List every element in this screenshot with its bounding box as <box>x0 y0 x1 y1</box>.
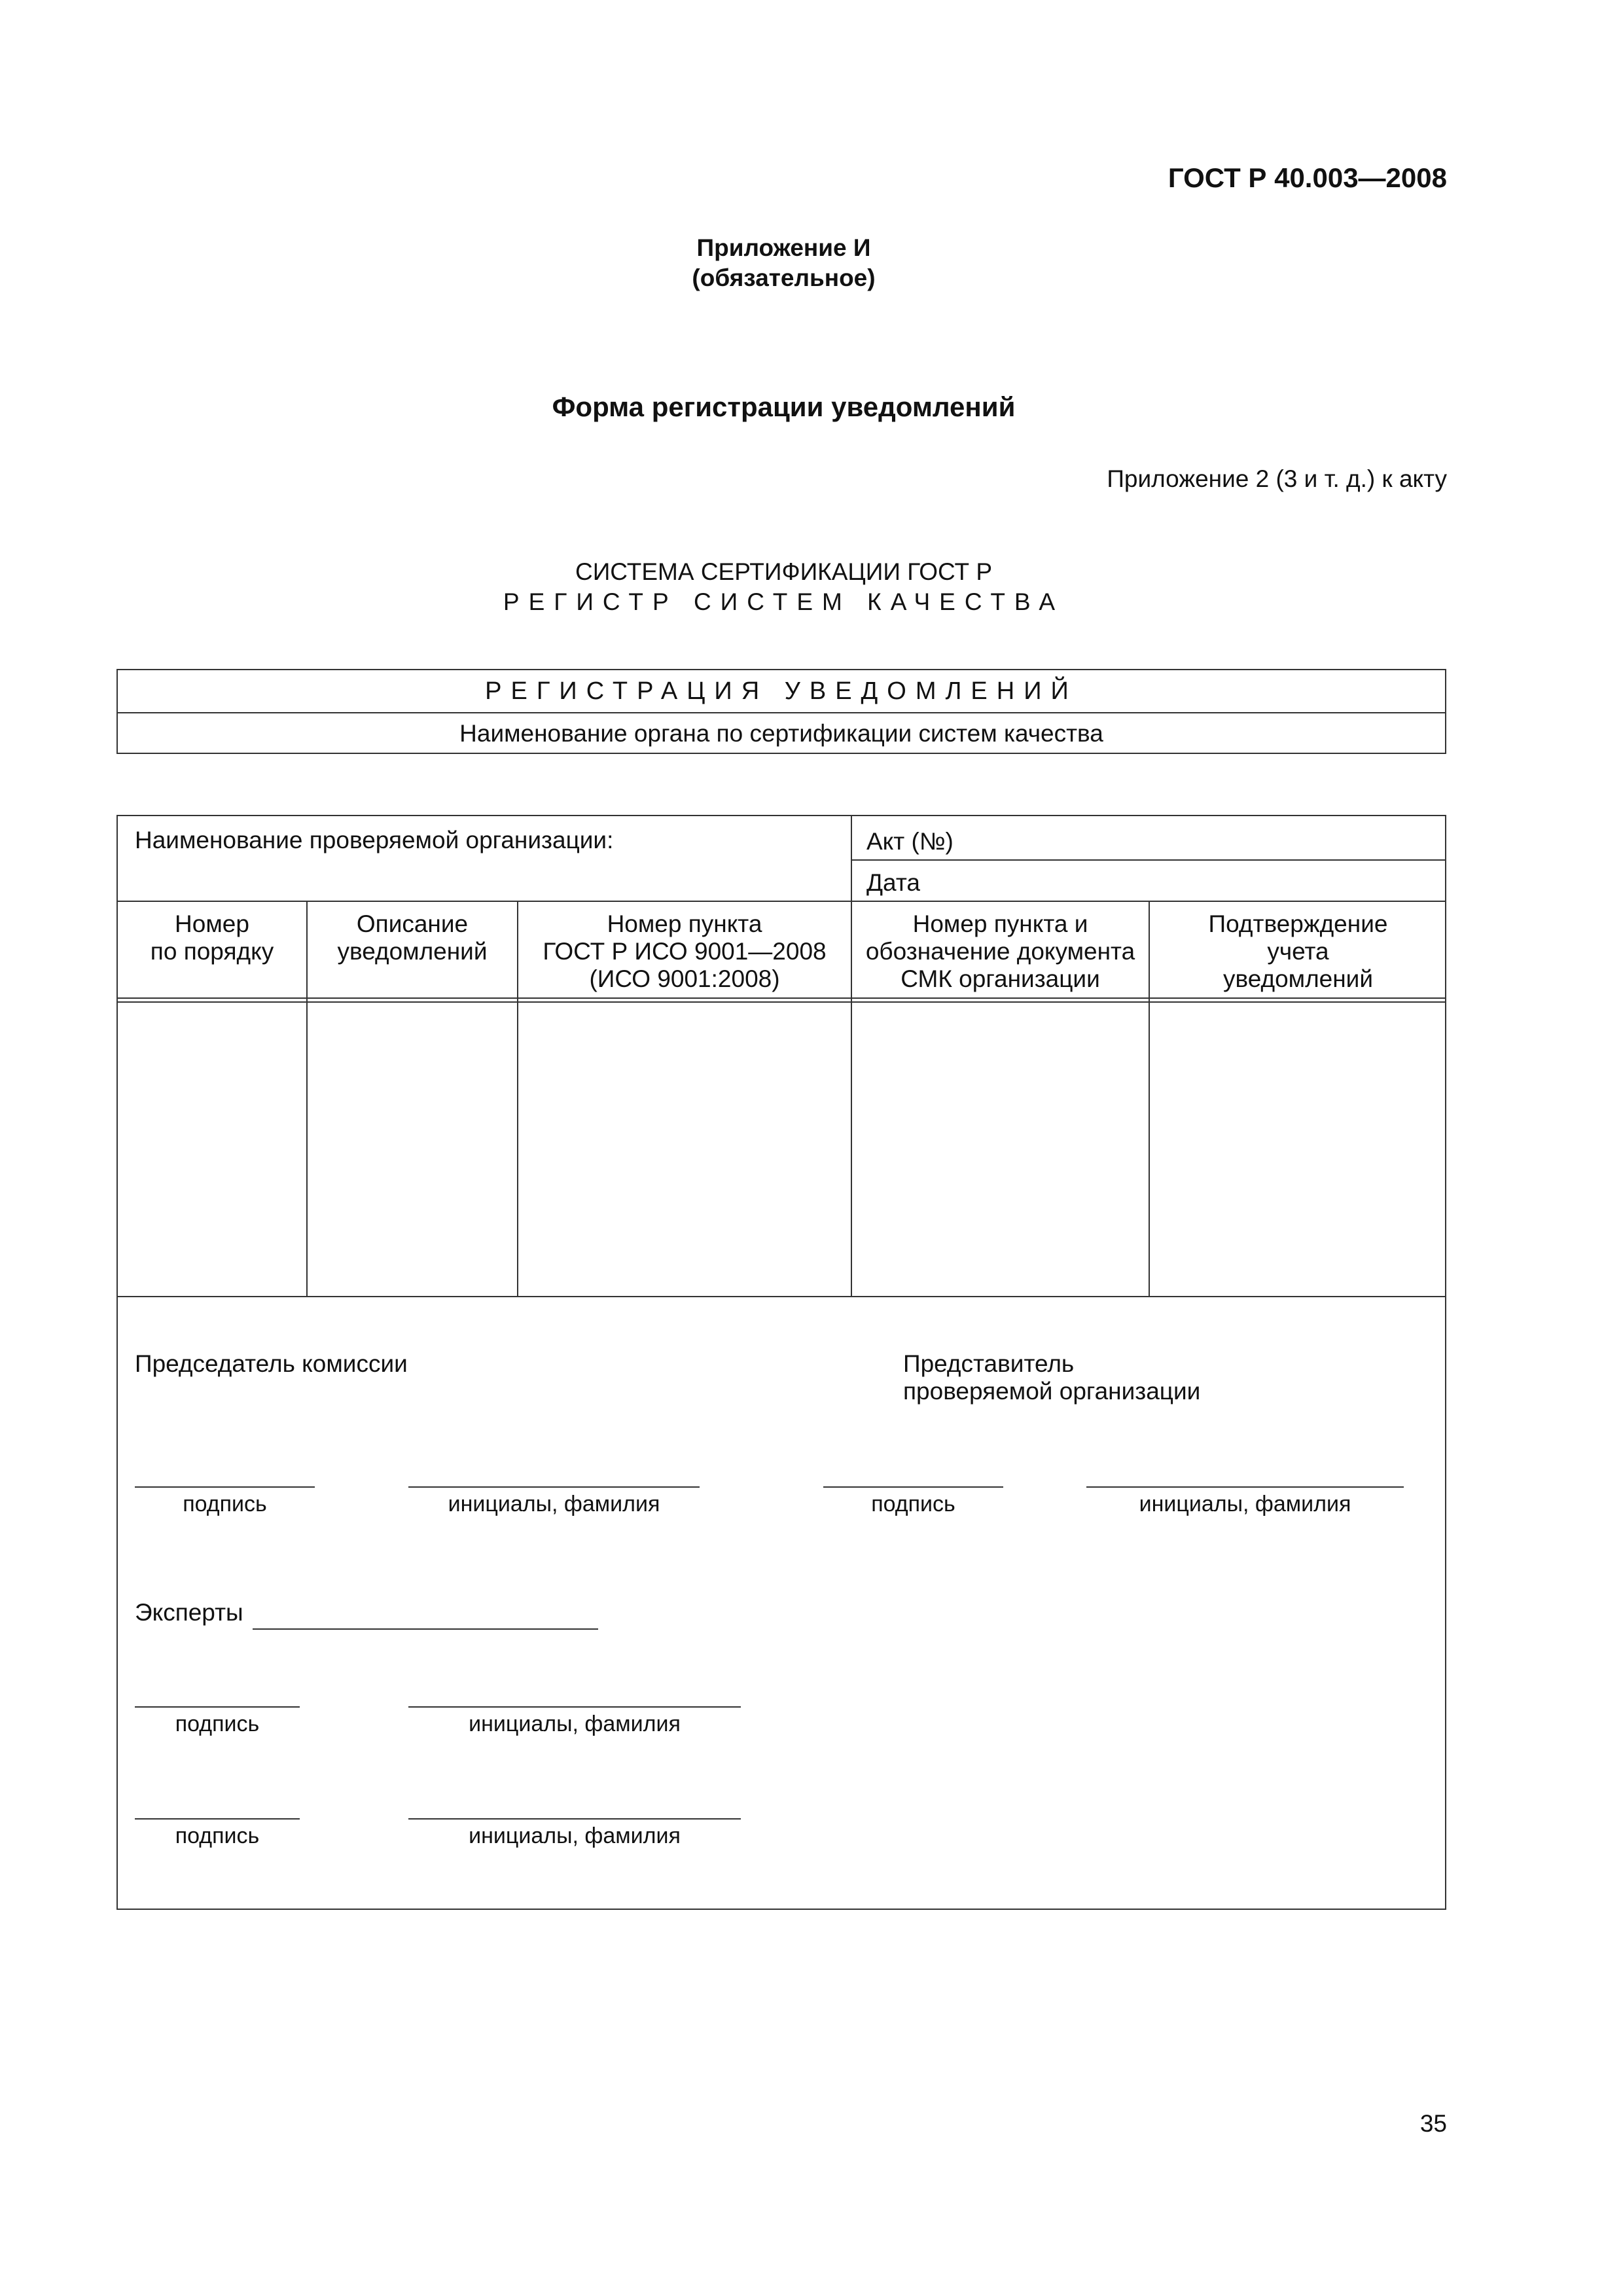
expert2-name-caption: инициалы, фамилия <box>469 1823 681 1848</box>
org-name-label: Наименование проверяемой организации: <box>135 827 614 853</box>
system-name: СИСТЕМА СЕРТИФИКАЦИИ ГОСТ Р <box>575 558 993 585</box>
representative-name-caption: инициалы, фамилия <box>1139 1492 1351 1516</box>
certification-body-name: Наименование органа по сертификации систем качества <box>459 720 1103 747</box>
org-act-divider <box>851 816 852 901</box>
appendix-heading <box>0 233 1567 293</box>
chairman-signature-line <box>135 1486 315 1488</box>
chairman-name-line <box>408 1486 700 1488</box>
standard-number: ГОСТ Р 40.003—2008 <box>1168 162 1447 193</box>
representative-signature-line <box>823 1486 1003 1488</box>
column-header-gost-clause: Номер пункта ГОСТ Р ИСО 9001—2008 (ИСО 9001:2008) <box>543 910 827 992</box>
chairman-name-caption: инициалы, фамилия <box>448 1492 660 1516</box>
annex-reference: Приложение 2 (3 и т. д.) к акту <box>1107 465 1447 492</box>
column-header-description: Описание уведомлений <box>337 910 488 965</box>
registration-box <box>116 669 1446 754</box>
header-bottom-rule-2 <box>118 1001 1446 1003</box>
experts-line <box>253 1628 598 1630</box>
header-bottom-rule <box>118 997 1446 999</box>
column-header-qms-document: Номер пункта и обозначение документа СМК организации <box>865 910 1135 992</box>
data-area-bottom-rule <box>118 1296 1446 1297</box>
act-date-divider <box>851 859 1446 861</box>
expert2-name-line <box>408 1818 741 1820</box>
system-block <box>0 557 1567 617</box>
date-label: Дата <box>866 869 920 896</box>
act-number-label: Акт (№) <box>866 828 954 855</box>
expert1-name-caption: инициалы, фамилия <box>469 1712 681 1736</box>
experts-label: Эксперты <box>135 1599 243 1626</box>
representative-signature-caption: подпись <box>871 1492 955 1516</box>
header-top-rule <box>118 901 1446 902</box>
column-header-confirmation: Подтверждение учета уведомлений <box>1208 910 1388 992</box>
form-title: Форма регистрации уведомлений <box>552 391 1016 422</box>
representative-label: Представитель проверяемой организации <box>903 1350 1201 1405</box>
expert2-signature-line <box>135 1818 300 1820</box>
notification-table <box>116 815 1446 1910</box>
register-name: РЕГИСТР СИСТЕМ КАЧЕСТВА <box>503 588 1065 615</box>
expert1-signature-line <box>135 1706 300 1708</box>
column-header-number: Номер по порядку <box>150 910 274 965</box>
expert2-signature-caption: подпись <box>175 1823 260 1848</box>
chairman-signature-caption: подпись <box>183 1492 267 1516</box>
expert1-signature-caption: подпись <box>175 1712 260 1736</box>
chairman-label: Председатель комиссии <box>135 1350 408 1377</box>
representative-name-line <box>1086 1486 1404 1488</box>
appendix-status: (обязательное) <box>692 264 876 291</box>
expert1-name-line <box>408 1706 741 1708</box>
registration-title: РЕГИСТРАЦИЯ УВЕДОМЛЕНИЙ <box>118 670 1445 713</box>
page-number: 35 <box>1419 2110 1447 2137</box>
appendix-title: Приложение И <box>696 234 871 261</box>
